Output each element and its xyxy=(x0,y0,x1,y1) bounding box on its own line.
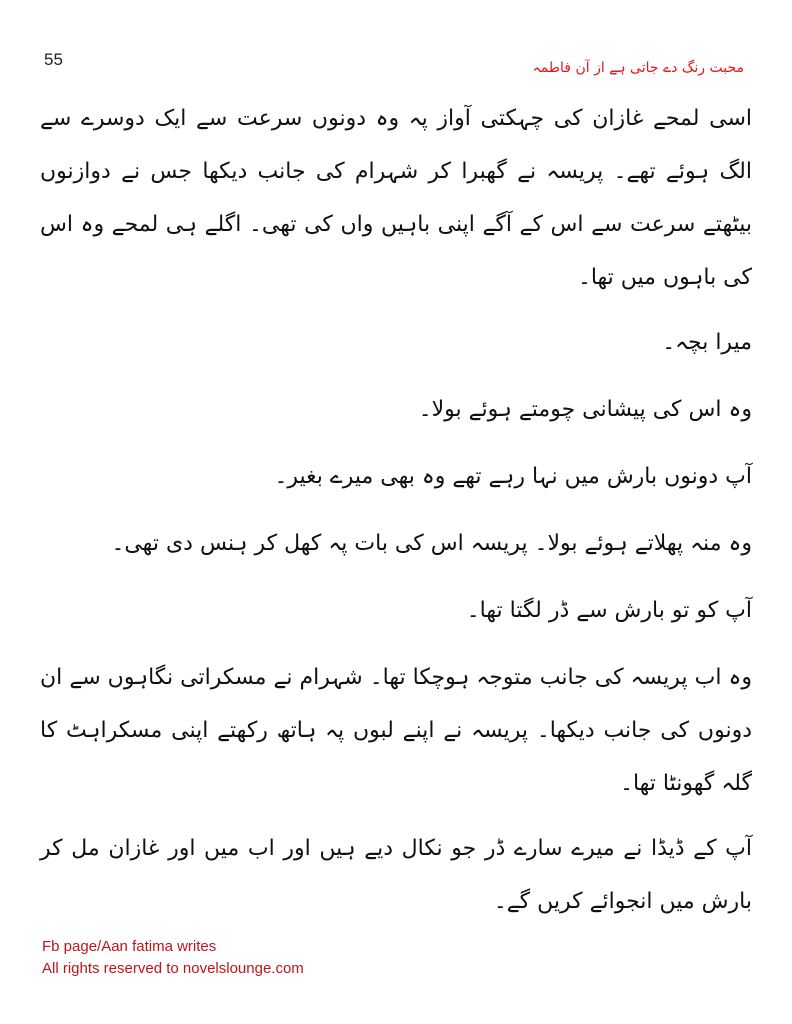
footer-copyright: All rights reserved to novelslounge.com xyxy=(42,960,304,977)
paragraph: آپ دونوں بارش میں نہا رہے تھے وہ بھی میرے بغیر۔ xyxy=(274,464,752,489)
paragraph: آپ کو تو بارش سے ڈر لگتا تھا۔ xyxy=(466,598,752,623)
paragraph: وہ اب پریسہ کی جانب متوجہ ہوچکا تھا۔ شہرام نے مسکراتی نگاہوں سے ان دونوں کی جانب دیکھا۔ پریسہ نے اپنے لبوں پہ ہاتھ رکھتے اپنی مسکراہٹ کا گلہ گھونٹا تھا۔ xyxy=(40,665,752,796)
footer-facebook-page: Fb page/Aan fatima writes xyxy=(42,938,217,955)
paragraph: آپ کے ڈیڈا نے میرے سارے ڈر جو نکال دیے ہیں اور اب میں اور غازان مل کر بارش میں انجوائے کریں گے۔ xyxy=(40,836,752,914)
page-number: 55 xyxy=(44,50,63,69)
paragraph: وہ منہ پھلاتے ہوئے بولا۔ پریسہ اس کی بات پہ کھل کر ہنس دی تھی۔ xyxy=(111,531,752,556)
story-body xyxy=(40,92,752,940)
paragraph: اسی لمحے غازان کی چہکتی آواز پہ وہ دونوں سرعت سے ایک دوسرے سے الگ ہوئے تھے۔ پریسہ نے گھبرا کر شہرام کی جانب دیکھا جس نے دوازنوں بیٹھتے سرعت سے اس کے آگے اپنی باہیں واں کی تھی۔ اگلے ہی لمحے وہ اس کی باہوں میں تھا۔ xyxy=(40,106,752,290)
paragraph: میرا بچہ۔ xyxy=(662,330,752,355)
paragraph: وہ اس کی پیشانی چومتے ہوئے بولا۔ xyxy=(418,397,752,422)
running-header: محبت رنگ دے جاتی ہے از آن فاطمہ xyxy=(532,60,744,76)
footer-credits xyxy=(42,936,304,980)
